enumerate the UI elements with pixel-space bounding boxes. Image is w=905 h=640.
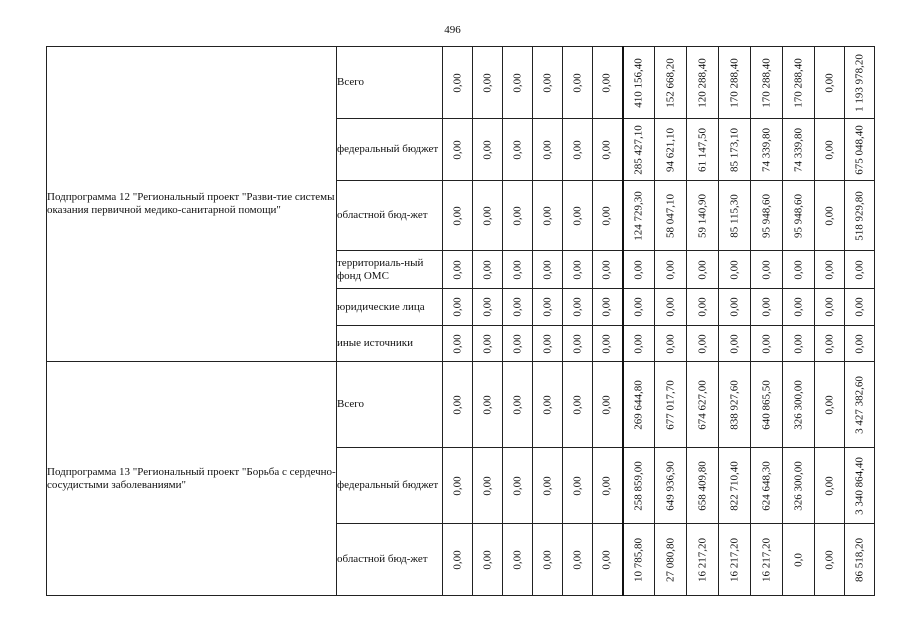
value-cell — [845, 448, 875, 524]
value-cell — [593, 524, 623, 596]
value-text: 0,00 — [600, 394, 613, 415]
value-text: 674 627,00 — [696, 379, 708, 430]
value-text: 0,00 — [571, 394, 583, 415]
value-text: 0,00 — [600, 333, 613, 354]
value-cell — [533, 119, 563, 181]
value-cell — [593, 362, 623, 448]
value-text: 0,00 — [451, 259, 463, 280]
value-cell — [719, 524, 751, 596]
value-cell — [815, 251, 845, 289]
value-cell — [593, 289, 623, 326]
value-cell — [533, 326, 563, 362]
value-text: 0,00 — [451, 394, 463, 415]
value-text: 0,00 — [853, 259, 865, 280]
value-text: 675 048,40 — [853, 124, 865, 175]
value-cell — [563, 448, 593, 524]
value-text: 59 140,90 — [696, 193, 708, 238]
value-text: 0,00 — [511, 139, 523, 160]
value-text: 0,00 — [541, 259, 553, 280]
value-text: 85 173,10 — [728, 127, 740, 172]
value-cell — [719, 119, 751, 181]
value-cell — [815, 326, 845, 362]
value-text: 0,00 — [511, 549, 523, 570]
value-text: 0,00 — [823, 72, 835, 93]
value-cell — [443, 181, 473, 251]
value-text: 74 339,80 — [760, 127, 772, 172]
funding-source: Всего — [337, 362, 443, 448]
value-cell — [687, 362, 719, 448]
value-cell — [719, 289, 751, 326]
value-text: 0,00 — [511, 297, 523, 317]
value-cell — [623, 362, 655, 448]
value-cell — [845, 119, 875, 181]
value-cell — [533, 362, 563, 448]
value-cell — [563, 251, 593, 289]
value-text: 0,00 — [823, 297, 835, 317]
value-cell — [473, 47, 503, 119]
value-text: 0,00 — [481, 549, 493, 570]
value-text: 0,00 — [760, 259, 772, 280]
value-cell — [687, 181, 719, 251]
value-cell — [533, 289, 563, 326]
value-text: 0,00 — [541, 139, 553, 160]
value-text: 58 047,10 — [664, 193, 676, 238]
value-text: 0,00 — [823, 333, 835, 354]
value-text: 0,00 — [481, 297, 493, 317]
value-cell — [655, 251, 687, 289]
value-cell — [815, 289, 845, 326]
value-text: 0,00 — [451, 333, 463, 354]
value-cell — [443, 289, 473, 326]
value-cell — [719, 362, 751, 448]
value-cell — [845, 47, 875, 119]
value-text: 0,00 — [481, 72, 493, 93]
value-text: 0,00 — [600, 549, 613, 570]
value-text: 0,00 — [451, 72, 463, 93]
value-text: 124 729,30 — [632, 190, 645, 241]
value-cell — [655, 181, 687, 251]
value-cell — [593, 448, 623, 524]
value-text: 0,00 — [481, 333, 493, 354]
value-cell — [783, 326, 815, 362]
value-cell — [687, 326, 719, 362]
value-text: 74 339,80 — [792, 127, 804, 172]
value-cell — [563, 326, 593, 362]
value-cell — [751, 326, 783, 362]
funding-source: областной бюд-жет — [337, 524, 443, 596]
value-cell — [655, 524, 687, 596]
value-text: 0,00 — [571, 475, 583, 496]
value-text: 0,00 — [541, 475, 553, 496]
value-cell — [751, 448, 783, 524]
value-text: 86 518,20 — [853, 537, 865, 582]
funding-source: территориаль-ный фонд ОМС — [337, 251, 443, 289]
value-cell — [473, 326, 503, 362]
value-cell — [563, 119, 593, 181]
value-cell — [623, 326, 655, 362]
value-text: 0,00 — [823, 259, 835, 280]
value-cell — [687, 47, 719, 119]
value-cell — [687, 289, 719, 326]
budget-table — [46, 46, 875, 596]
value-text: 0,00 — [541, 549, 553, 570]
value-text: 0,00 — [511, 205, 523, 226]
value-cell — [815, 119, 845, 181]
value-text: 0,00 — [571, 549, 583, 570]
program-name: Подпрограмма 12 "Региональный проект "Разви-тие системы оказания первичной медико-санитарной помощи" — [47, 47, 337, 362]
value-cell — [563, 181, 593, 251]
value-text: 152 668,20 — [664, 57, 676, 108]
value-cell — [623, 181, 655, 251]
value-cell — [783, 47, 815, 119]
value-cell — [503, 326, 533, 362]
funding-source: федеральный бюджет — [337, 119, 443, 181]
value-cell — [443, 362, 473, 448]
value-text: 0,00 — [511, 475, 523, 496]
value-cell — [623, 119, 655, 181]
value-cell — [815, 362, 845, 448]
value-cell — [845, 524, 875, 596]
value-cell — [783, 362, 815, 448]
value-text: 0,00 — [571, 259, 583, 280]
value-text: 120 288,40 — [696, 57, 708, 108]
value-cell — [719, 181, 751, 251]
value-cell — [719, 47, 751, 119]
value-cell — [751, 47, 783, 119]
value-text: 0,00 — [511, 333, 523, 354]
value-text: 0,00 — [481, 394, 493, 415]
value-cell — [751, 524, 783, 596]
value-cell — [503, 251, 533, 289]
value-cell — [443, 524, 473, 596]
value-cell — [593, 181, 623, 251]
value-text: 0,00 — [728, 259, 740, 280]
value-cell — [443, 251, 473, 289]
value-cell — [845, 251, 875, 289]
value-cell — [751, 362, 783, 448]
value-cell — [687, 251, 719, 289]
value-text: 0,00 — [823, 394, 835, 415]
value-text: 0,00 — [481, 475, 493, 496]
value-text: 0,00 — [481, 259, 493, 280]
table-row — [47, 47, 875, 119]
value-cell — [687, 119, 719, 181]
value-cell — [815, 47, 845, 119]
value-cell — [687, 448, 719, 524]
value-text: 0,00 — [600, 139, 613, 160]
value-cell — [783, 181, 815, 251]
value-text: 0,00 — [696, 259, 708, 280]
value-text: 0,00 — [451, 205, 463, 226]
funding-source: иные источники — [337, 326, 443, 362]
value-text: 0,00 — [823, 549, 835, 570]
funding-source: Всего — [337, 47, 443, 119]
value-text: 410 156,40 — [632, 57, 645, 108]
value-cell — [443, 47, 473, 119]
value-text: 0,00 — [632, 259, 645, 280]
value-cell — [443, 326, 473, 362]
value-cell — [655, 47, 687, 119]
value-cell — [443, 448, 473, 524]
value-text: 640 865,50 — [760, 379, 772, 430]
value-cell — [473, 251, 503, 289]
value-text: 0,00 — [823, 205, 835, 226]
value-cell — [655, 289, 687, 326]
value-cell — [593, 119, 623, 181]
value-cell — [473, 181, 503, 251]
value-text: 94 621,10 — [664, 127, 676, 172]
value-text: 0,00 — [760, 333, 772, 354]
value-text: 16 217,20 — [696, 537, 708, 582]
value-text: 16 217,20 — [760, 537, 772, 582]
value-cell — [533, 181, 563, 251]
value-cell — [503, 524, 533, 596]
funding-source: юридические лица — [337, 289, 443, 326]
value-text: 0,00 — [511, 259, 523, 280]
value-text: 0,00 — [728, 333, 740, 354]
value-cell — [751, 119, 783, 181]
value-text: 27 080,80 — [664, 537, 676, 582]
value-cell — [533, 524, 563, 596]
value-text: 0,00 — [481, 139, 493, 160]
value-cell — [533, 251, 563, 289]
value-text: 0,00 — [600, 72, 613, 93]
value-text: 0,00 — [571, 297, 583, 317]
value-cell — [473, 524, 503, 596]
value-text: 3 427 382,60 — [853, 375, 865, 434]
value-cell — [503, 119, 533, 181]
value-text: 0,00 — [664, 297, 676, 317]
value-text: 0,00 — [600, 475, 613, 496]
value-text: 0,00 — [451, 139, 463, 160]
value-text: 326 300,00 — [792, 460, 804, 511]
value-text: 0,00 — [571, 205, 583, 226]
page-number: 496 — [444, 24, 461, 36]
value-text: 518 929,80 — [853, 190, 865, 241]
value-text: 1 193 978,20 — [853, 53, 865, 112]
value-cell — [845, 289, 875, 326]
value-text: 10 785,80 — [632, 537, 645, 582]
value-text: 0,00 — [632, 333, 645, 354]
value-cell — [783, 448, 815, 524]
value-cell — [623, 251, 655, 289]
value-text: 0,00 — [664, 333, 676, 354]
value-cell — [473, 289, 503, 326]
value-text: 0,00 — [541, 72, 553, 93]
value-text: 95 948,60 — [792, 193, 804, 238]
value-cell — [783, 524, 815, 596]
value-cell — [623, 289, 655, 326]
value-text: 0,00 — [632, 297, 645, 317]
value-text: 0,00 — [571, 333, 583, 354]
value-cell — [473, 119, 503, 181]
value-text: 0,00 — [511, 72, 523, 93]
value-cell — [687, 524, 719, 596]
value-cell — [533, 47, 563, 119]
value-text: 0,00 — [853, 297, 865, 317]
value-cell — [719, 326, 751, 362]
value-cell — [783, 119, 815, 181]
value-text: 0,00 — [664, 259, 676, 280]
value-cell — [845, 326, 875, 362]
program-name: Подпрограмма 13 "Региональный проект "Борьба с сердечно-сосудистыми заболеваниями" — [47, 362, 337, 596]
value-cell — [593, 326, 623, 362]
value-text: 0,00 — [571, 139, 583, 160]
value-text: 170 288,40 — [792, 57, 804, 108]
value-text: 838 927,60 — [728, 379, 740, 430]
value-cell — [503, 181, 533, 251]
value-cell — [623, 47, 655, 119]
value-text: 649 936,90 — [664, 460, 676, 511]
value-cell — [593, 251, 623, 289]
value-cell — [443, 119, 473, 181]
value-text: 0,00 — [451, 297, 463, 317]
value-text: 326 300,00 — [792, 379, 804, 430]
value-text: 0,00 — [571, 72, 583, 93]
value-text: 258 859,00 — [632, 460, 645, 511]
value-text: 95 948,60 — [760, 193, 772, 238]
value-cell — [623, 448, 655, 524]
value-text: 269 644,80 — [632, 379, 645, 430]
value-text: 16 217,20 — [728, 537, 740, 582]
value-cell — [655, 448, 687, 524]
value-text: 0,00 — [481, 205, 493, 226]
value-text: 3 340 864,40 — [853, 456, 865, 515]
value-text: 61 147,50 — [696, 127, 708, 172]
value-cell — [845, 181, 875, 251]
value-cell — [503, 289, 533, 326]
value-text: 0,00 — [541, 333, 553, 354]
value-text: 0,00 — [792, 297, 804, 317]
value-text: 0,00 — [728, 297, 740, 317]
value-cell — [503, 47, 533, 119]
value-text: 658 409,80 — [696, 460, 708, 511]
value-text: 0,00 — [792, 333, 804, 354]
value-text: 0,00 — [541, 394, 553, 415]
value-text: 0,00 — [853, 333, 865, 354]
value-cell — [751, 251, 783, 289]
value-text: 822 710,40 — [728, 460, 740, 511]
value-cell — [751, 289, 783, 326]
value-cell — [593, 47, 623, 119]
value-text: 0,00 — [760, 297, 772, 317]
table-row — [47, 362, 875, 448]
value-cell — [655, 326, 687, 362]
value-cell — [473, 362, 503, 448]
value-cell — [503, 448, 533, 524]
value-text: 0,00 — [823, 475, 835, 496]
value-text: 624 648,30 — [760, 460, 772, 511]
value-text: 0,00 — [696, 333, 708, 354]
value-cell — [533, 448, 563, 524]
value-text: 0,00 — [600, 205, 613, 226]
value-text: 0,00 — [600, 297, 613, 317]
funding-source: областной бюд-жет — [337, 181, 443, 251]
value-text: 0,00 — [823, 139, 835, 160]
value-cell — [563, 524, 593, 596]
value-text: 0,00 — [792, 259, 804, 280]
value-text: 0,0 — [792, 552, 804, 567]
value-text: 0,00 — [600, 259, 613, 280]
value-text: 0,00 — [451, 475, 463, 496]
value-cell — [655, 119, 687, 181]
value-cell — [563, 289, 593, 326]
value-cell — [815, 448, 845, 524]
value-cell — [719, 251, 751, 289]
value-text: 0,00 — [541, 205, 553, 226]
value-cell — [751, 181, 783, 251]
value-text: 0,00 — [511, 394, 523, 415]
value-cell — [623, 524, 655, 596]
value-text: 285 427,10 — [632, 124, 645, 175]
value-text: 677 017,70 — [664, 379, 676, 430]
value-cell — [783, 251, 815, 289]
value-text: 170 288,40 — [728, 57, 740, 108]
value-cell — [783, 289, 815, 326]
value-cell — [655, 362, 687, 448]
value-cell — [473, 448, 503, 524]
value-text: 85 115,30 — [728, 193, 740, 238]
value-text: 0,00 — [541, 297, 553, 317]
funding-source: федеральный бюджет — [337, 448, 443, 524]
value-cell — [845, 362, 875, 448]
value-cell — [815, 181, 845, 251]
value-cell — [503, 362, 533, 448]
value-cell — [815, 524, 845, 596]
value-cell — [719, 448, 751, 524]
value-text: 0,00 — [451, 549, 463, 570]
value-text: 0,00 — [696, 297, 708, 317]
value-cell — [563, 362, 593, 448]
value-cell — [563, 47, 593, 119]
value-text: 170 288,40 — [760, 57, 772, 108]
